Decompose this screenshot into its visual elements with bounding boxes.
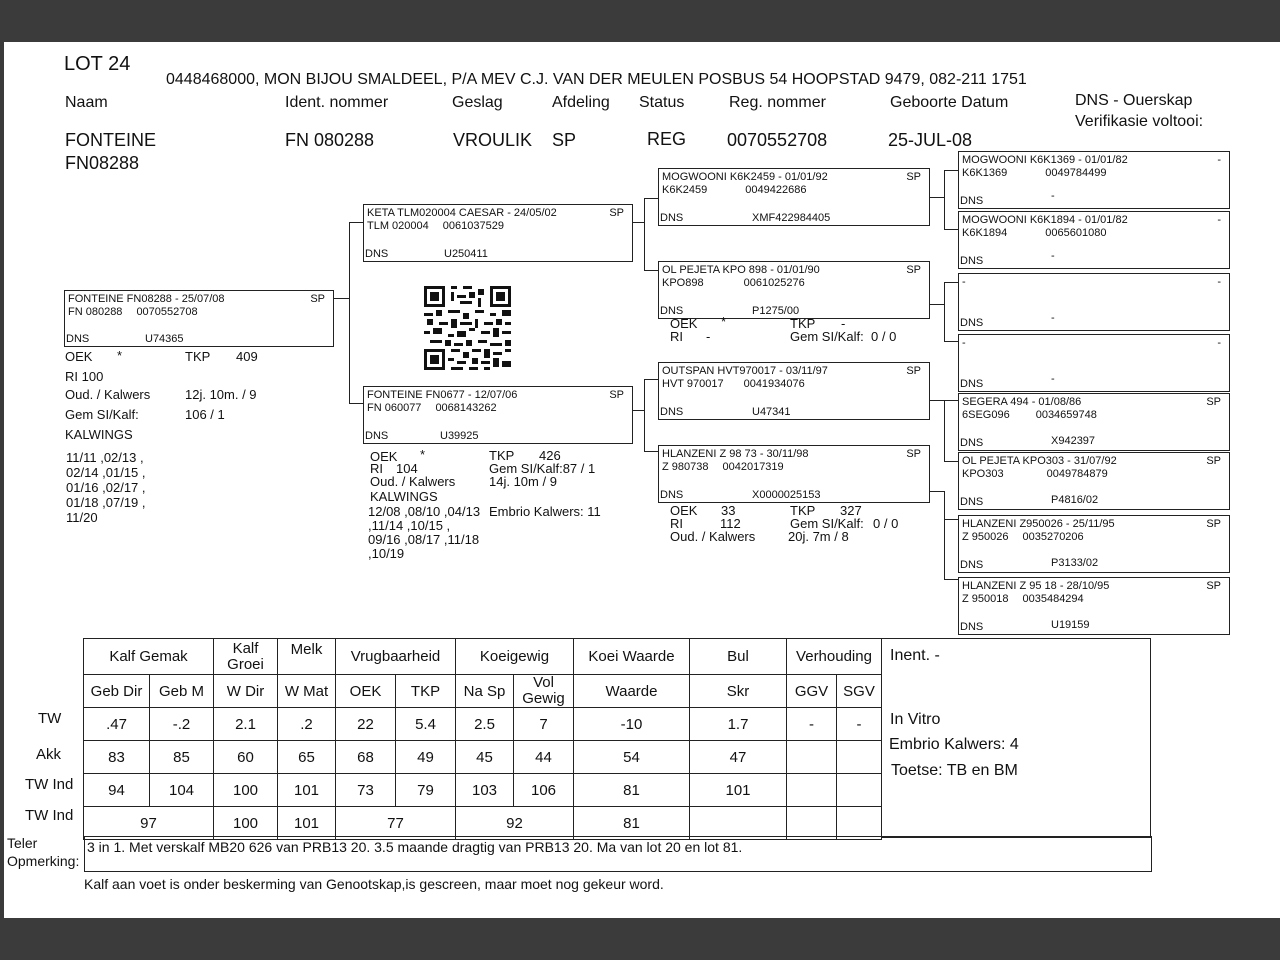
great-grandparent-box [958, 334, 1230, 392]
box-title: OL PEJETA KPO 898 - 01/01/90 [662, 264, 820, 276]
sub-geb-m: Geb M [150, 675, 214, 708]
connector [644, 379, 645, 452]
box-dns-label: DNS [960, 255, 984, 267]
gp-tkp-value: 327 [840, 503, 862, 518]
dam-pedigree-box [363, 386, 633, 444]
cell: -10 [574, 708, 690, 741]
connector [944, 341, 958, 342]
dam-ri-label: RI [370, 461, 383, 476]
great-grandparent-box [958, 515, 1230, 573]
subject-kalwing-line: 01/18 ,07/19 , [66, 495, 146, 510]
box-section: SP [609, 389, 624, 401]
cell: 81 [574, 774, 690, 807]
sub-ggv: GGV [787, 675, 837, 708]
subject-ri: RI 100 [65, 369, 104, 384]
box-ids: KPO898 0061025276 [662, 277, 805, 289]
group-melk: Melk [278, 639, 336, 675]
connector [644, 198, 645, 271]
cell: 92 [456, 807, 574, 840]
box-title: SEGERA 494 - 01/08/86 [962, 396, 1082, 408]
sub-oek: OEK [336, 675, 396, 708]
animal-afdeling: SP [552, 130, 577, 150]
cell: 73 [336, 774, 396, 807]
box-dns-value: P1275/00 [752, 305, 800, 317]
connector [349, 403, 363, 404]
connector [944, 519, 958, 520]
box-ids: Z 950026 0035270206 [962, 531, 1084, 543]
table-row-tw-ind-2 [84, 807, 882, 840]
dam-oek-value: * [420, 447, 426, 462]
box-section: SP [1206, 518, 1221, 530]
opmerking-label: Opmerking: [7, 853, 80, 869]
animal-reg: 0070552708 [727, 130, 828, 150]
box-section: - [1217, 214, 1221, 226]
row-label-tw: TW [38, 710, 62, 727]
gp-ri-label: RI [670, 516, 683, 531]
cell: 44 [514, 741, 574, 774]
row-label-akk: Akk [36, 746, 62, 763]
dam-kalwing-line: ,11/14 ,10/15 , [368, 518, 451, 533]
cell [787, 774, 837, 807]
table-row-akk [84, 741, 882, 774]
connector [632, 410, 644, 411]
box-dns-label: DNS [960, 437, 984, 449]
box-ids: FN 080288 0070552708 [68, 306, 198, 318]
col-afdeling: Afdeling [552, 94, 610, 111]
cell: .47 [84, 708, 150, 741]
box-ids: FN 060077 0068143262 [367, 402, 497, 414]
box-dns-label: DNS [960, 559, 984, 571]
box-title: - [962, 276, 966, 288]
cell: 100 [214, 774, 278, 807]
sub-na-sp: Na Sp [456, 675, 514, 708]
box-section: - [1217, 276, 1221, 288]
gp-oek-value: 33 [721, 503, 736, 518]
bottom-bar [0, 918, 1280, 960]
connector [944, 282, 945, 342]
dam-gem: Gem SI/Kalf:87 / 1 [489, 461, 596, 476]
cell: 47 [690, 741, 787, 774]
gp-tkp-label: TKP [790, 316, 816, 331]
toetse-text: Toetse: TB en BM [891, 762, 1018, 779]
cell: -.2 [150, 708, 214, 741]
connector [644, 198, 658, 199]
teler-opmerking-text: 3 in 1. Met verskalf MB20 626 van PRB13 20. 3.5 maande dragtig van PRB13 20. Ma van lot 20 en lot 81. [87, 839, 743, 855]
animal-code: FN08288 [65, 153, 140, 173]
box-dns-label: DNS [365, 430, 389, 442]
dam-ri-value: 104 [396, 461, 418, 476]
box-dns-value: U74365 [145, 333, 184, 345]
box-section: SP [310, 293, 325, 305]
box-title: FONTEINE FN08288 - 25/07/08 [68, 293, 225, 305]
cell: - [787, 708, 837, 741]
subject-tkp-label: TKP [185, 349, 211, 364]
box-ids: K6K1894 0065601080 [962, 227, 1107, 239]
connector [944, 229, 958, 230]
sub-sgv: SGV [837, 675, 882, 708]
table-row-tw-ind [84, 774, 882, 807]
subject-kalwings: KALWINGS [65, 427, 133, 442]
qr-code-image [424, 286, 511, 370]
connector [928, 197, 944, 198]
box-dns-label: DNS [660, 305, 684, 317]
box-title: FONTEINE FN0677 - 12/07/06 [367, 389, 518, 401]
connector [644, 379, 658, 380]
box-section: SP [906, 448, 921, 460]
box-dns-label: DNS [960, 195, 984, 207]
subject-kalwing-line: 11/20 [66, 510, 98, 525]
dam-kalwings: KALWINGS [370, 489, 438, 504]
box-section: SP [906, 365, 921, 377]
cell: 94 [84, 774, 150, 807]
table-row-tw [84, 708, 882, 741]
sub-waarde: Waarde [574, 675, 690, 708]
box-ids: KPO303 0049784879 [962, 468, 1108, 480]
connector [944, 170, 945, 230]
cell: 104 [150, 774, 214, 807]
notes-panel [882, 638, 1151, 838]
box-dns-value: X942397 [1051, 435, 1096, 447]
subject-oek-value: * [117, 348, 123, 363]
connector [944, 170, 958, 171]
box-ids: K6K2459 0049422686 [662, 184, 807, 196]
group-bul: Bul [690, 639, 787, 675]
breeding-values-table [83, 638, 882, 840]
box-ids: HVT 970017 0041934076 [662, 378, 805, 390]
connector [644, 270, 658, 271]
subject-kalwing-line: 01/16 ,02/17 , [66, 480, 146, 495]
box-dns-value: U250411 [444, 248, 488, 260]
cell: 77 [336, 807, 456, 840]
connector [349, 222, 363, 223]
box-dns-label: DNS [960, 378, 984, 390]
box-ids: Z 950018 0035484294 [962, 593, 1084, 605]
animal-ident: FN 080288 [285, 130, 375, 150]
cell [837, 741, 882, 774]
col-geslag: Geslag [452, 94, 503, 111]
cell [690, 807, 787, 840]
cell: 2.5 [456, 708, 514, 741]
subject-tkp-value: 409 [236, 349, 258, 364]
cell: 97 [84, 807, 214, 840]
connector [944, 400, 958, 401]
box-dns-label: DNS [660, 489, 684, 501]
box-dns-value: - [1051, 312, 1055, 324]
gp-gem-label: Gem SI/Kalf: [790, 329, 864, 344]
subject-oud-value: 12j. 10m. / 9 [185, 387, 257, 402]
footer-note: Kalf aan voet is onder beskerming van Genootskap,is gescreen, maar moet nog gekeur word. [84, 876, 664, 892]
box-ids: K6K1369 0049784499 [962, 167, 1107, 179]
gp-oud-value: 20j. 7m / 8 [788, 529, 849, 544]
box-title: - [962, 337, 966, 349]
great-grandparent-box [958, 151, 1230, 209]
gp-gem-label: Gem SI/Kalf: [790, 516, 864, 531]
dam-kalwing-line: 09/16 ,08/17 ,11/18 [368, 532, 480, 547]
cell: 100 [214, 807, 278, 840]
cell: 45 [456, 741, 514, 774]
connector [944, 491, 945, 580]
embrio-text: Embrio Kalwers: 4 [889, 736, 1019, 753]
connector [944, 282, 958, 283]
grandparent-box [658, 168, 930, 226]
sire-pedigree-box [363, 204, 633, 262]
gp-oek-value: * [721, 314, 727, 329]
cell: 106 [514, 774, 574, 807]
great-grandparent-box [958, 577, 1230, 635]
gp-tkp-label: TKP [790, 503, 816, 518]
box-title: HLANZENI Z 95 18 - 28/10/95 [962, 580, 1110, 592]
sub-vol-gewig: Vol Gewig [514, 675, 574, 708]
cell: 101 [278, 774, 336, 807]
grandparent-box [658, 261, 930, 319]
sub-w-mat: W Mat [278, 675, 336, 708]
animal-name: FONTEINE [65, 130, 157, 150]
col-geboorte: Geboorte Datum [890, 94, 1009, 111]
gp-oek-label: OEK [670, 503, 698, 518]
box-section: SP [1206, 396, 1221, 408]
col-dns-1: DNS - Ouerskap [1075, 92, 1193, 109]
subject-kalwing-line: 11/11 ,02/13 , [66, 450, 144, 465]
row-label-tw-ind: TW Ind [25, 776, 74, 793]
dam-age: 14j. 10m / 9 [489, 474, 557, 489]
box-section: SP [1206, 455, 1221, 467]
box-dns-label: DNS [660, 212, 684, 224]
cell: 2.1 [214, 708, 278, 741]
subject-oek-label: OEK [65, 349, 93, 364]
owner-line: 0448468000, MON BIJOU SMALDEEL, P/A MEV C.J. VAN DER MEULEN POSBUS 54 HOOPSTAD 9479, 082-211 1751 [166, 71, 1027, 88]
cell: 5.4 [396, 708, 456, 741]
cell: 81 [574, 807, 690, 840]
cell: 1.7 [690, 708, 787, 741]
gp-oek-label: OEK [670, 316, 698, 331]
box-dns-value: U19159 [1051, 619, 1090, 631]
connector [333, 298, 349, 299]
in-vitro-text: In Vitro [890, 711, 941, 728]
dam-kalwing-line: 12/08 ,08/10 ,04/13 [368, 504, 481, 519]
connector [644, 451, 658, 452]
cell: 7 [514, 708, 574, 741]
great-grandparent-box [958, 452, 1230, 510]
group-koei-waarde: Koei Waarde [574, 639, 690, 675]
box-ids: TLM 020004 0061037529 [367, 220, 504, 232]
sub-skr: Skr [690, 675, 787, 708]
top-bar [0, 0, 1280, 42]
box-dns-label: DNS [660, 406, 684, 418]
group-vrugbaarheid: Vrugbaarheid [336, 639, 456, 675]
group-verhouding: Verhouding [787, 639, 882, 675]
animal-geboorte: 25-JUL-08 [888, 130, 973, 150]
gp-gem-value: 0 / 0 [873, 516, 899, 531]
box-dns-value: P3133/02 [1051, 557, 1099, 569]
box-dns-label: DNS [960, 317, 984, 329]
grandparent-box [658, 445, 930, 503]
group-kalf-gemak: Kalf Gemak [84, 639, 214, 675]
connector [944, 461, 958, 462]
col-ident: Ident. nommer [285, 94, 389, 111]
box-section: SP [1206, 580, 1221, 592]
connector [928, 400, 944, 401]
lot-number: LOT 24 [64, 53, 131, 75]
gp-gem-value: 0 / 0 [871, 329, 897, 344]
connector [944, 579, 958, 580]
box-section: - [1217, 337, 1221, 349]
gp-ri-value: 112 [720, 516, 741, 531]
gp-ri-label: RI [670, 329, 683, 344]
box-ids: 6SEG096 0034659748 [962, 409, 1097, 421]
great-grandparent-box [958, 393, 1230, 451]
subject-kalwing-line: 02/14 ,01/15 , [66, 465, 146, 480]
dam-oud-label: Oud. / Kalwers [370, 474, 456, 489]
cell: 49 [396, 741, 456, 774]
col-status: Status [639, 94, 685, 111]
box-dns-value: P4816/02 [1051, 494, 1099, 506]
cell: 68 [336, 741, 396, 774]
box-title: HLANZENI Z950026 - 25/11/95 [962, 518, 1115, 530]
box-title: MOGWOONI K6K1894 - 01/01/82 [962, 214, 1128, 226]
dam-kalwing-line: ,10/19 [368, 546, 405, 561]
box-section: - [1217, 154, 1221, 166]
box-dns-value: - [1051, 190, 1055, 202]
subject-pedigree-box [64, 290, 334, 347]
connector [632, 222, 644, 223]
dam-tkp-value: 426 [539, 448, 561, 463]
box-title: KETA TLM020004 CAESAR - 24/05/02 [367, 207, 557, 219]
box-section: SP [906, 264, 921, 276]
teler-label: Teler [7, 835, 38, 851]
animal-geslag: VROULIK [453, 130, 533, 150]
cell: 22 [336, 708, 396, 741]
cell: - [837, 708, 882, 741]
gp-ri-value: - [706, 329, 711, 344]
group-kalf-groei: Kalf Groei [214, 639, 278, 675]
cell: 103 [456, 774, 514, 807]
cell: 101 [690, 774, 787, 807]
box-dns-value: X0000025153 [752, 489, 821, 501]
group-koeigewig: Koeigewig [456, 639, 574, 675]
cell [837, 807, 882, 840]
teler-opmerking-box [84, 836, 1152, 872]
connector [928, 304, 944, 305]
box-dns-label: DNS [960, 621, 984, 633]
box-title: OL PEJETA KPO303 - 31/07/92 [962, 455, 1117, 467]
cell: 54 [574, 741, 690, 774]
grandparent-box [658, 362, 930, 420]
box-dns-label: DNS [365, 248, 389, 260]
box-title: MOGWOONI K6K2459 - 01/01/92 [662, 171, 828, 183]
box-dns-value: XMF422984405 [752, 212, 831, 224]
sub-geb-dir: Geb Dir [84, 675, 150, 708]
subject-oud-label: Oud. / Kalwers [65, 387, 151, 402]
inent-text: Inent. - [890, 647, 940, 664]
box-dns-label: DNS [66, 333, 90, 345]
box-title: HLANZENI Z 98 73 - 30/11/98 [662, 448, 809, 460]
connector [349, 222, 350, 404]
cell: 101 [278, 807, 336, 840]
box-section: SP [609, 207, 624, 219]
box-dns-value: U39925 [440, 430, 479, 442]
subject-gem-value: 106 / 1 [185, 407, 225, 422]
cell: 60 [214, 741, 278, 774]
dam-embrio: Embrio Kalwers: 11 [489, 504, 601, 519]
box-dns-label: DNS [960, 496, 984, 508]
box-dns-value: - [1051, 250, 1055, 262]
col-naam: Naam [65, 94, 108, 111]
animal-status: REG [647, 129, 687, 149]
col-dns-2: Verifikasie voltooi: [1075, 113, 1204, 130]
sub-tkp: TKP [396, 675, 456, 708]
cell [787, 741, 837, 774]
cell: 85 [150, 741, 214, 774]
box-dns-value: - [1051, 373, 1055, 385]
cell [837, 774, 882, 807]
gp-tkp-value: - [841, 316, 846, 331]
great-grandparent-box [958, 273, 1230, 331]
row-label-tw-ind-2: TW Ind [25, 807, 74, 824]
dam-tkp-label: TKP [489, 448, 515, 463]
box-title: OUTSPAN HVT970017 - 03/11/97 [662, 365, 828, 377]
box-ids: Z 980738 0042017319 [662, 461, 784, 473]
gp-oud-label: Oud. / Kalwers [670, 529, 756, 544]
box-dns-value: U47341 [752, 406, 791, 418]
connector [944, 400, 945, 462]
great-grandparent-box [958, 211, 1230, 269]
sub-w-dir: W Dir [214, 675, 278, 708]
cell: 65 [278, 741, 336, 774]
connector [928, 491, 944, 492]
box-section: SP [906, 171, 921, 183]
subject-gem-label: Gem SI/Kalf: [65, 407, 139, 422]
cell: 79 [396, 774, 456, 807]
cell [787, 807, 837, 840]
dam-oek-label: OEK [370, 449, 398, 464]
col-reg: Reg. nommer [729, 94, 826, 111]
cell: 83 [84, 741, 150, 774]
box-title: MOGWOONI K6K1369 - 01/01/82 [962, 154, 1128, 166]
cell: .2 [278, 708, 336, 741]
